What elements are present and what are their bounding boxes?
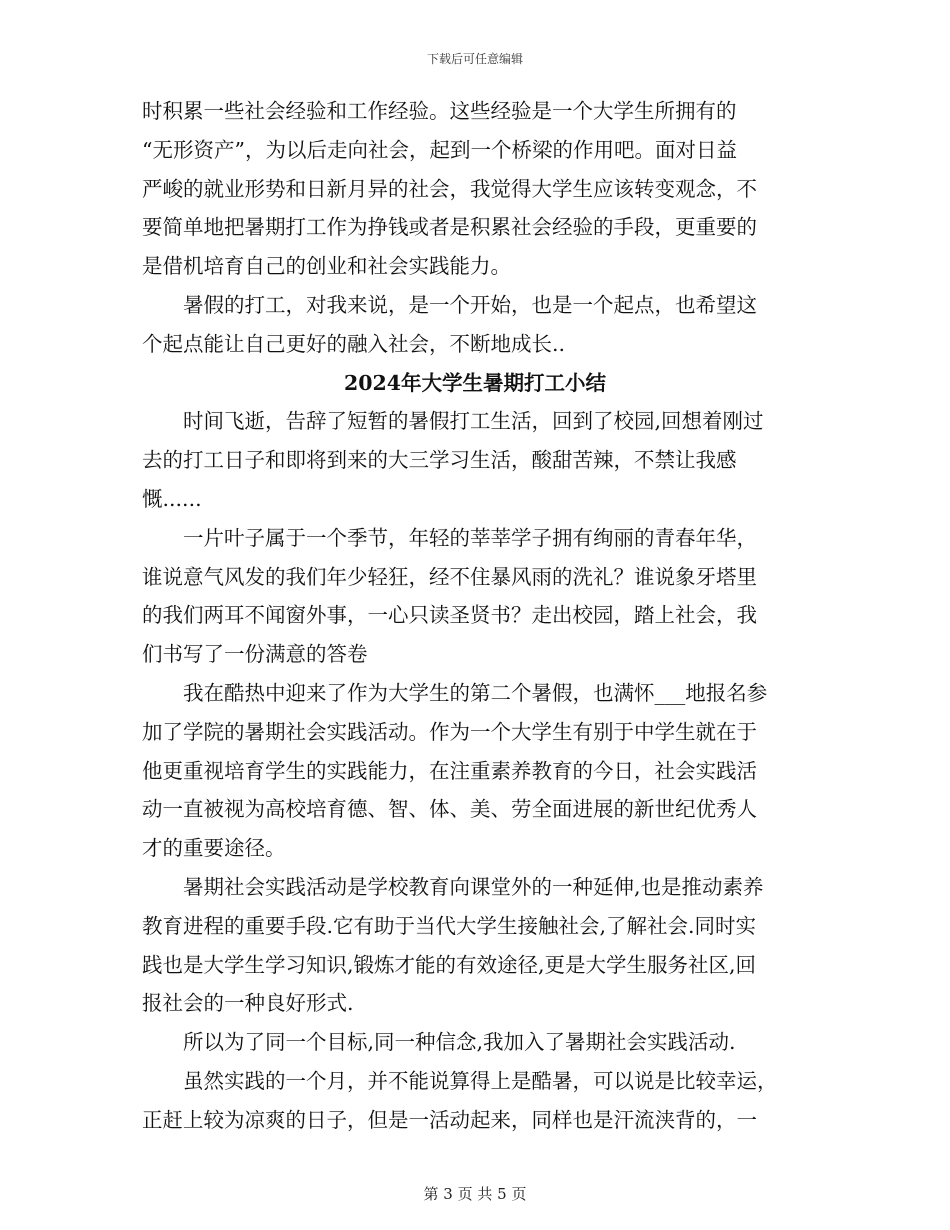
paragraph-first-line: 时间飞逝，告辞了短暂的暑假打工生活，回到了校园,回想着刚过 [183, 409, 764, 434]
text-line: 要简单地把暑期打工作为挣钱或者是积累社会经验的手段，更重要的 [142, 215, 757, 240]
text-line: 教育进程的重要手段.它有助于当代大学生接触社会,了解社会.同时实 [142, 913, 757, 938]
paragraph-first-line: 我在酷热中迎来了作为大学生的第二个暑假，也满怀___地报名参 [183, 680, 768, 705]
text-line: 动一直被视为高校培育德、智、体、美、劳全面进展的新世纪优秀人 [142, 797, 757, 822]
text-line: 报社会的一种良好形式. [142, 991, 354, 1016]
text-line: 才的重要途径。 [142, 836, 286, 861]
page-header: 下载后可任意编辑 [426, 52, 523, 66]
text-line: “无形资产”，为以后走向社会，起到一个桥梁的作用吧。面对日益 [142, 137, 737, 162]
page-footer: 第 3 页 共 5 页 [423, 1185, 527, 1203]
text-line: 加了学院的暑期社会实践活动。作为一个大学生有别于中学生就在于 [142, 719, 757, 744]
document-body [142, 92, 808, 1140]
text-line: 的我们两耳不闻窗外事，一心只读圣贤书？走出校园，踏上社会，我 [142, 603, 757, 628]
text-line: 严峻的就业形势和日新月异的社会，我觉得大学生应该转变观念，不 [142, 176, 757, 201]
text-line: 践也是大学生学习知识,锻炼才能的有效途径,更是大学生服务社区,回 [142, 952, 757, 977]
text-line: 正赶上较为凉爽的日子，但是一活动起来，同样也是汗流浃背的，一 [142, 1107, 757, 1132]
text-line: 个起点能让自己更好的融入社会，不断地成长.. [142, 331, 566, 356]
text-line: 时积累一些社会经验和工作经验。这些经验是一个大学生所拥有的 [142, 99, 737, 123]
text-line: 慨...... [142, 486, 202, 511]
paragraph-first-line: 暑假的打工，对我来说，是一个开始，也是一个起点，也希望这 [183, 292, 757, 317]
paragraph-first-line: 虽然实践的一个月，并不能说算得上是酷暑，可以说是比较幸运， [183, 1068, 778, 1093]
section-title: 2024年大学生暑期打工小结 [343, 370, 607, 395]
text-line: 谁说意气风发的我们年少轻狂，经不住暴风雨的洗礼？谁说象牙塔里 [142, 564, 757, 589]
paragraph-first-line: 暑期社会实践活动是学校教育向课堂外的一种延伸,也是推动素养 [183, 874, 764, 899]
paragraph-first-line: 所以为了同一个目标,同一种信念,我加入了暑期社会实践活动. [183, 1030, 736, 1055]
text-line: 他更重视培育学生的实践能力，在注重素养教育的今日，社会实践活 [142, 758, 757, 783]
text-line: 去的打工日子和即将到来的大三学习生活，酸甜苦辣，不禁让我感 [142, 448, 737, 473]
paragraph-first-line: 一片叶子属于一个季节，年轻的莘莘学子拥有绚丽的青春年华， [183, 525, 757, 550]
text-line: 们书写了一份满意的答卷 [142, 642, 368, 667]
text-line: 是借机培育自己的创业和社会实践能力。 [142, 254, 511, 279]
